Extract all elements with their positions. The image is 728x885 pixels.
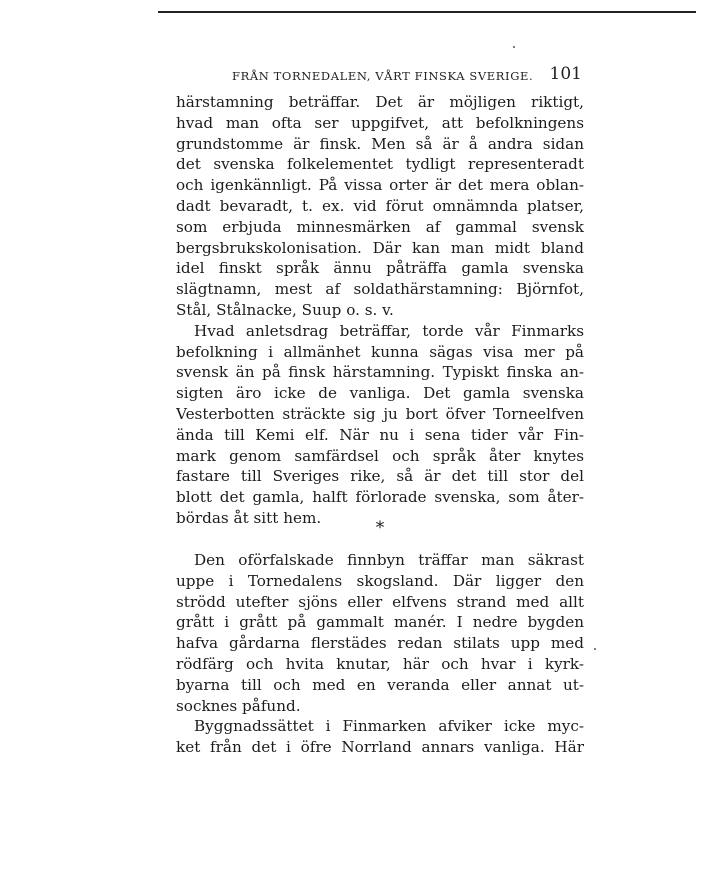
text-line: fastare till Sveriges rike, så är det till stor del	[176, 467, 584, 486]
page-number: 101	[549, 64, 582, 84]
text-line: socknes påfund.	[176, 696, 301, 715]
text-line: byarna till och med en veranda eller annat ut-	[176, 675, 584, 694]
text-line: idel finskt språk ännu påträffa gamla svenska	[176, 259, 584, 278]
paper-speck	[594, 648, 596, 650]
text-line: rödfärg och hvita knutar, här och hvar i kyrk-	[176, 654, 584, 673]
body-text-section-2	[176, 550, 584, 758]
text-line: blott det gamla, halft förlorade svenska, som åter-	[176, 488, 584, 507]
text-line: bördas åt sitt hem.	[176, 508, 322, 527]
text-line: hafva gårdarna flerstädes redan stilats upp med	[176, 634, 584, 653]
text-line: och igenkännligt. På vissa orter är det mera oblan-	[176, 176, 584, 195]
text-line: slägtnamn, mest af soldathärstamning: Björnfot,	[176, 280, 584, 299]
text-line: bergsbrukskolonisation. Där kan man midt bland	[176, 238, 584, 257]
section-separator: *	[375, 518, 385, 538]
text-line: svensk än på finsk härstamning. Typiskt finska an-	[176, 363, 584, 382]
text-line: härstamning beträffar. Det är möjligen riktigt,	[176, 93, 584, 111]
text-line: hvad man ofta ser uppgifvet, att befolkningens	[176, 113, 584, 132]
text-line: som erbjuda minnesmärken af gammal svensk	[176, 217, 584, 236]
text-line: befolkning i allmänhet kunna sägas visa mer på	[176, 342, 584, 361]
text-line: det svenska folkelementet tydligt representeradt	[176, 155, 584, 174]
text-line: Den oförfalskade finnbyn träffar man säkrast	[194, 551, 584, 569]
text-line: sigten äro icke de vanliga. Det gamla svenska	[176, 384, 584, 403]
text-line: Hvad anletsdrag beträffar, torde vår Finmarks	[194, 321, 584, 340]
body-text-section-1	[176, 92, 584, 529]
text-line: ända till Kemi elf. När nu i sena tider vår Fin-	[176, 425, 584, 444]
paper-speck	[513, 46, 515, 48]
text-line: mark genom samfärdsel och språk åter knytes	[176, 446, 584, 465]
top-rule	[158, 11, 696, 13]
text-line: uppe i Tornedalens skogsland. Där ligger den	[176, 571, 584, 590]
running-head: FRÅN TORNEDALEN, VÅRT FINSKA SVERIGE.	[232, 69, 534, 83]
text-line: grått i grått på gammalt manér. I nedre bygden	[176, 613, 584, 632]
text-line: ket från det i öfre Norrland annars vanliga. Här	[176, 738, 584, 757]
page-header	[176, 64, 584, 86]
text-line: grundstomme är finsk. Men så är å andra sidan	[176, 134, 584, 153]
text-line: Byggnadssättet i Finmarken afviker icke myc-	[194, 717, 584, 736]
text-line: strödd utefter sjöns eller elfvens strand med allt	[176, 592, 584, 611]
text-line: Vesterbotten sträckte sig ju bort öfver Torneelfven	[176, 404, 584, 423]
text-line: dadt bevaradt, t. ex. vid förut omnämnda platser,	[176, 196, 584, 215]
text-line: Stål, Stålnacke, Suup o. s. v.	[176, 300, 394, 319]
